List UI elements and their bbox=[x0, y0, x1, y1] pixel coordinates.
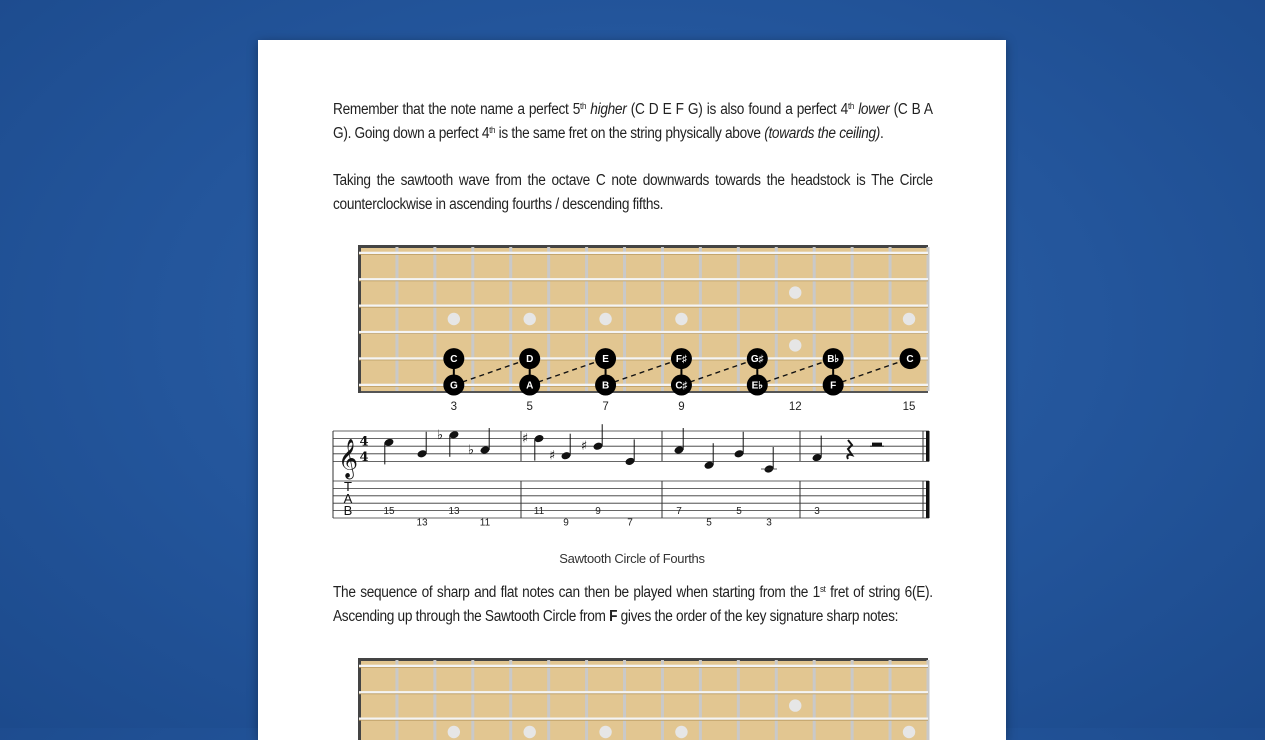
fret-wire bbox=[509, 660, 512, 740]
note-label: A bbox=[526, 380, 534, 392]
tab-label-letter: T bbox=[344, 479, 352, 494]
guitar-string bbox=[359, 718, 928, 721]
guitar-string bbox=[359, 665, 928, 668]
sharp-accidental: ♯ bbox=[580, 439, 588, 455]
time-signature-bottom: 4 bbox=[359, 449, 369, 465]
note-label: G♯ bbox=[750, 354, 764, 366]
fret-number: 9 bbox=[678, 401, 685, 413]
fret-number: 5 bbox=[526, 401, 533, 413]
fret-wire bbox=[927, 660, 930, 740]
treble-clef: 𝄞 bbox=[338, 438, 359, 479]
fret-number: 12 bbox=[788, 401, 802, 413]
fret-wire bbox=[623, 660, 626, 740]
tab-number: 3 bbox=[814, 506, 820, 518]
note-label: C♯ bbox=[675, 380, 688, 392]
paragraph-sharp-flat-sequence: The sequence of sharp and flat notes can then be played when starting from the 1st fret of string 6(E). Ascending up through the Sawtooth Circle from F gives the order of the key signature sharp notes: bbox=[333, 584, 933, 625]
note-label: C bbox=[450, 354, 458, 366]
fret-number: 7 bbox=[602, 401, 609, 413]
italic-ceiling: (towards the ceiling) bbox=[764, 125, 881, 142]
time-signature-top: 4 bbox=[359, 434, 369, 450]
flat-accidental: ♭ bbox=[467, 443, 475, 458]
note-label: C bbox=[906, 354, 914, 366]
tab-number: 13 bbox=[448, 506, 460, 518]
tab-number: 11 bbox=[533, 506, 545, 518]
bold-f: F bbox=[609, 608, 618, 625]
fret-wire bbox=[737, 660, 740, 740]
fret-wire bbox=[585, 660, 588, 740]
note-label: B bbox=[601, 380, 610, 392]
fret-wire bbox=[813, 660, 816, 740]
inlay-dot bbox=[789, 699, 801, 711]
fretboard-diagram-2 bbox=[258, 40, 1006, 740]
tab-number: 9 bbox=[563, 517, 569, 529]
italic-lower: lower bbox=[858, 101, 890, 118]
tab-number: 5 bbox=[736, 506, 742, 518]
tab-number: 7 bbox=[676, 506, 682, 518]
fretboard-top-edge bbox=[359, 658, 928, 661]
note-label: G bbox=[449, 380, 458, 392]
tab-number: 5 bbox=[706, 517, 712, 529]
fret-number: 3 bbox=[450, 401, 458, 413]
note-label: D bbox=[526, 354, 534, 366]
document-page bbox=[258, 40, 1006, 740]
fret-wire bbox=[395, 660, 398, 740]
tab-number: 15 bbox=[383, 506, 395, 518]
fret-wire bbox=[699, 660, 702, 740]
fret-wire bbox=[471, 660, 474, 740]
tab-number: 3 bbox=[766, 517, 772, 529]
paragraph-sawtooth-wave: Taking the sawtooth wave from the octave C note downwards towards the headstock is The Circle counterclockwise in ascending fourths / descending fifths. bbox=[333, 172, 933, 213]
tab-number: 7 bbox=[627, 517, 633, 529]
tab-number: 9 bbox=[595, 506, 601, 518]
note-label: E bbox=[602, 354, 609, 366]
note-label: E♭ bbox=[751, 380, 763, 392]
tab-number: 13 bbox=[416, 517, 428, 529]
figure-caption: Sawtooth Circle of Fourths bbox=[559, 551, 705, 566]
note-label: B♭ bbox=[827, 354, 840, 366]
note-label: F♯ bbox=[675, 354, 687, 366]
fret-wire bbox=[851, 660, 854, 740]
tab-label-letter: B bbox=[343, 503, 353, 518]
fret-wire bbox=[889, 660, 892, 740]
note-label: F bbox=[830, 380, 837, 392]
fret-wire bbox=[661, 660, 664, 740]
flat-accidental: ♭ bbox=[436, 427, 444, 443]
tab-number: 11 bbox=[479, 517, 491, 529]
italic-higher: higher bbox=[590, 101, 627, 118]
fret-wire bbox=[775, 660, 778, 740]
paragraph-perfect-intervals: Remember that the note name a perfect 5th higher (C D E F G) is also found a perfect 4th lower (C B A G). Going down a perfect 4th is the same fret on the string physically above (towards the ceiling). bbox=[333, 101, 933, 142]
guitar-string bbox=[359, 691, 928, 694]
tab-label-letter: A bbox=[343, 491, 353, 506]
fret-wire bbox=[547, 660, 550, 740]
fret-number: 15 bbox=[902, 401, 916, 413]
sharp-accidental: ♯ bbox=[521, 431, 529, 447]
fret-wire bbox=[433, 660, 436, 740]
sharp-accidental: ♯ bbox=[548, 448, 556, 464]
